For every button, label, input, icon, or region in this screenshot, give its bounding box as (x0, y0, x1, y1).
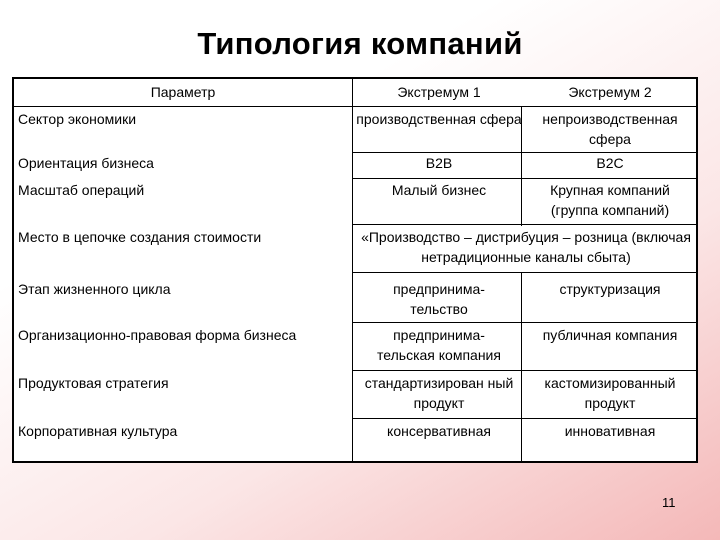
header-divider (14, 106, 696, 107)
row-extremum-2: непроизводственная сфера (542, 111, 678, 147)
row-divider (352, 272, 696, 273)
row-extremum-1: производственная сфера (356, 111, 522, 127)
row-param: Ориентация бизнеса (18, 155, 154, 171)
column-divider (352, 79, 353, 461)
row-extremum-1: Малый бизнес (391, 182, 487, 198)
row-extremum-2: публичная компания (542, 327, 678, 343)
row-extremum-1: консервативная (387, 423, 491, 439)
row-divider (352, 224, 696, 225)
typology-table (12, 77, 698, 463)
slide-title: Типология компаний (197, 26, 523, 61)
row-extremum-2: кастомизированный продукт (544, 375, 676, 411)
row-param: Масштаб операций (18, 182, 145, 198)
row-param: Продуктовая стратегия (18, 375, 169, 391)
row-divider (352, 370, 696, 371)
row-divider (352, 178, 696, 179)
row-extremum-2: B2C (596, 155, 624, 171)
row-merged-value: «Производство – дистрибуция – розница (включая нетрадиционные каналы сбыта) (361, 229, 691, 265)
row-param: Место в цепочке создания стоимости (18, 229, 262, 245)
header-parameter: Параметр (150, 84, 216, 100)
row-extremum-2: инновативная (564, 423, 656, 439)
header-extremum-2: Экстремум 2 (568, 84, 652, 100)
page-number: 11 (662, 495, 676, 510)
row-divider (352, 418, 696, 419)
row-extremum-1: B2B (425, 155, 453, 171)
row-extremum-1: предпринима-тельство (393, 281, 485, 317)
row-param: Сектор экономики (18, 111, 137, 127)
row-param: Корпоративная культура (18, 423, 178, 439)
row-divider (352, 322, 696, 323)
row-param: Организационно-правовая форма бизнеса (18, 327, 297, 343)
header-extremum-1: Экстремум 1 (397, 84, 481, 100)
row-param: Этап жизненного цикла (18, 281, 171, 297)
row-extremum-2: структуризация (559, 281, 661, 297)
row-extremum-1: стандартизирован ный продукт (364, 375, 514, 411)
row-extremum-1: предпринима-тельская компания (377, 327, 501, 363)
row-extremum-2: Крупная компаний (группа компаний) (550, 182, 670, 218)
